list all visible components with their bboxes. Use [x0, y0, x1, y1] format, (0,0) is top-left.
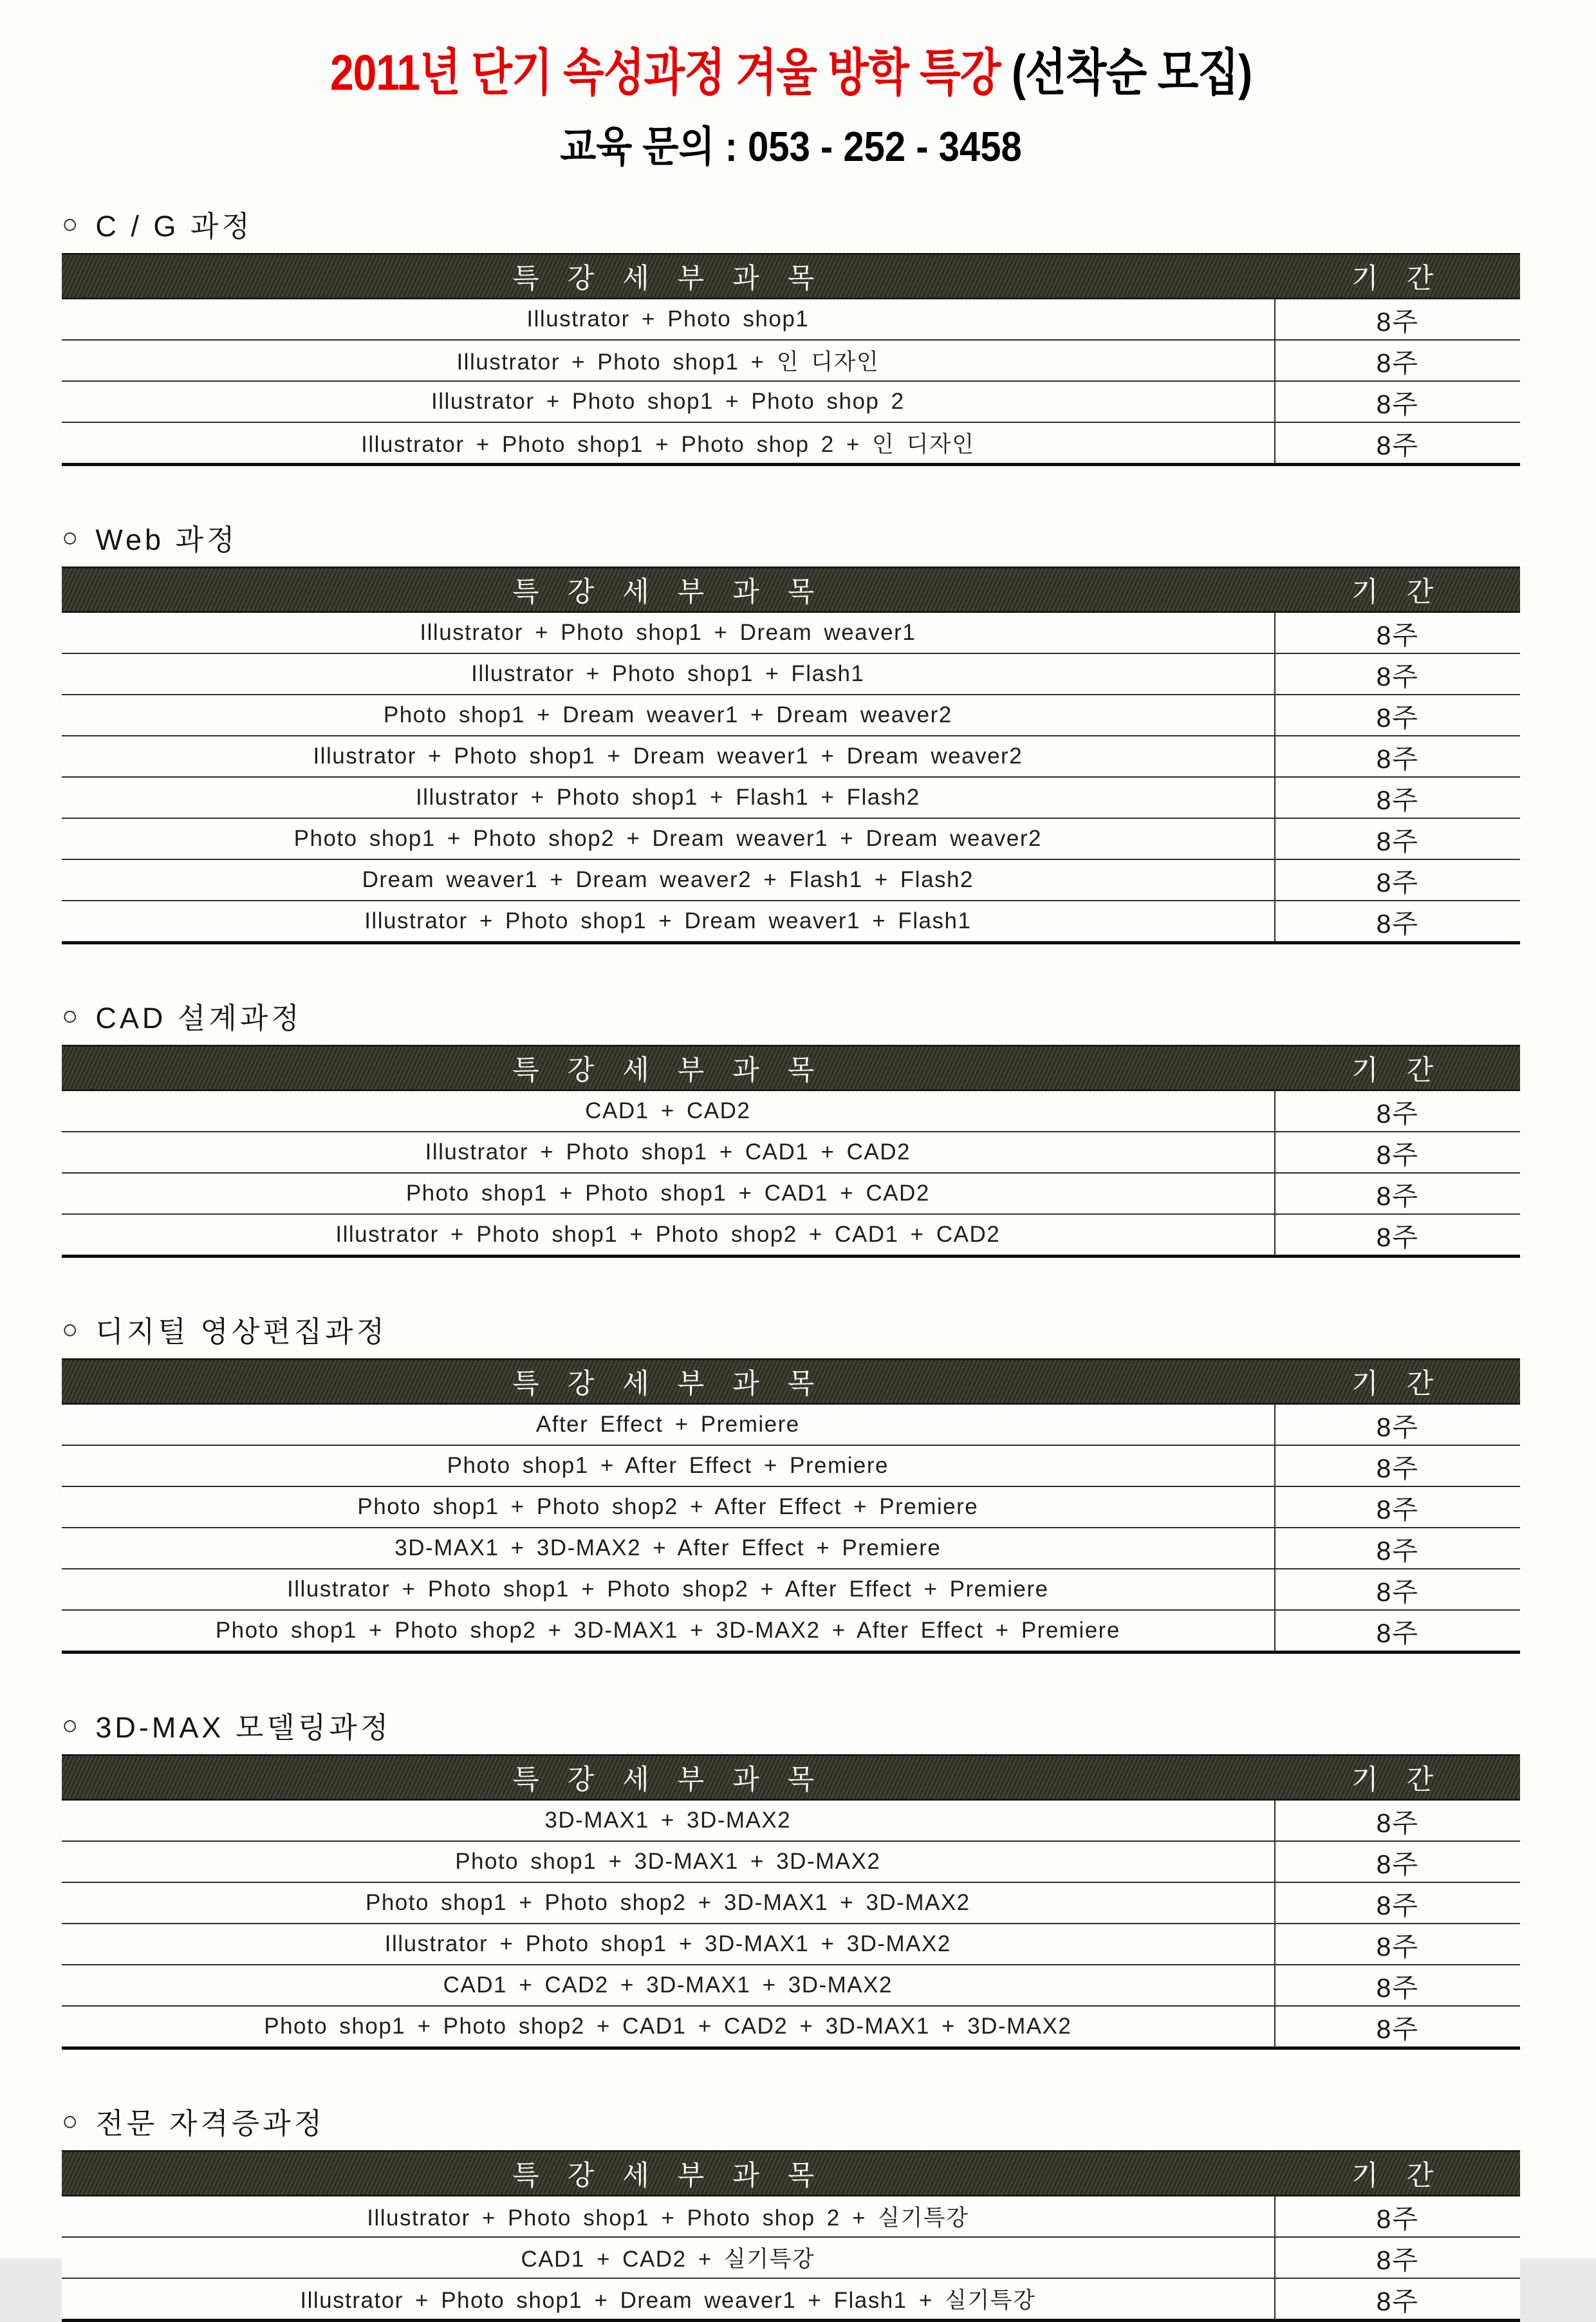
column-header-duration: 기 간	[1351, 2160, 1444, 2191]
subject-cell: 3D-MAX1 + 3D-MAX2 + After Effect + Premiere	[394, 1535, 942, 1560]
table-row	[62, 778, 1520, 819]
subject-cell: Illustrator + Photo shop1 + CAD1 + CAD2	[425, 1139, 911, 1165]
circle-bullet-icon: ○	[62, 1313, 82, 1344]
duration-cell: 8주	[1274, 1924, 1520, 1964]
circle-bullet-icon: ○	[62, 208, 82, 239]
duration-cell: 8주	[1274, 1487, 1520, 1527]
column-header-duration: 기 간	[1351, 1764, 1444, 1795]
section-heading	[62, 516, 1520, 558]
table-row	[62, 901, 1520, 941]
table-row	[62, 382, 1520, 423]
table-row	[62, 1528, 1520, 1569]
duration-cell: 8주	[1274, 1174, 1520, 1213]
table-row	[62, 654, 1520, 695]
subject-cell: Photo shop1 + After Effect + Premiere	[447, 1453, 889, 1478]
document-title	[62, 32, 1520, 104]
duration-cell: 8주	[1274, 1446, 1520, 1486]
subject-cell: Photo shop1 + Photo shop2 + After Effect + Premiere	[357, 1494, 979, 1519]
table-row	[62, 1965, 1520, 2007]
duration-cell: 8주	[1274, 860, 1520, 900]
section-title: C / G 과정	[95, 210, 253, 243]
circle-bullet-icon: ○	[62, 2105, 82, 2136]
table-row	[62, 423, 1520, 463]
duration-cell: 8주	[1274, 341, 1520, 380]
course-table	[62, 253, 1520, 466]
section-certificate	[62, 2100, 1520, 2322]
title-black-part: (선착순 모집)	[1011, 44, 1252, 101]
column-header-subject: 특 강 세 부 과 목	[512, 1764, 825, 1795]
duration-cell: 8주	[1274, 382, 1520, 422]
section-3dmax	[62, 1704, 1520, 2050]
duration-cell: 8주	[1274, 1611, 1520, 1651]
column-header-duration: 기 간	[1351, 1368, 1444, 1400]
section-title: 전문 자격증과정	[95, 2107, 326, 2140]
duration-cell: 8주	[1274, 1965, 1520, 2005]
duration-cell: 8주	[1274, 2007, 1520, 2046]
section-title: Web 과정	[95, 523, 238, 556]
table-row	[62, 613, 1520, 654]
table-row	[62, 1132, 1520, 1174]
subject-cell: Illustrator + Photo shop1 + Photo shop 2	[431, 389, 905, 414]
section-heading	[62, 995, 1520, 1036]
table-row	[62, 1091, 1520, 1132]
table-header-row	[62, 1754, 1520, 1801]
column-header-subject: 특 강 세 부 과 목	[512, 1368, 825, 1400]
circle-bullet-icon: ○	[62, 1000, 82, 1031]
section-title: 3D-MAX 모델링과정	[95, 1711, 392, 1744]
subject-cell: Photo shop1 + Photo shop2 + Dream weaver1 + Dream weaver2	[293, 826, 1042, 851]
duration-cell: 8주	[1274, 819, 1520, 859]
table-row	[62, 1174, 1520, 1215]
subject-cell: Photo shop1 + Photo shop2 + 3D-MAX1 + 3D-MAX2	[365, 1890, 970, 1915]
subject-cell: CAD1 + CAD2 + 실기특강	[521, 2247, 815, 2272]
subject-cell: Illustrator + Photo shop1 + Flash1 + Flash2	[415, 785, 920, 810]
course-table	[62, 1358, 1520, 1654]
duration-cell: 8주	[1274, 1528, 1520, 1568]
table-row	[62, 1569, 1520, 1611]
table-row	[62, 1883, 1520, 1924]
subject-cell: After Effect + Premiere	[535, 1412, 800, 1437]
column-header-subject: 특 강 세 부 과 목	[512, 2160, 825, 2191]
duration-cell: 8주	[1274, 2279, 1520, 2319]
table-row	[62, 1842, 1520, 1883]
subject-cell: Illustrator + Photo shop1 + 3D-MAX1 + 3D-MAX2	[384, 1931, 951, 1956]
table-row	[62, 1924, 1520, 1965]
subject-cell: Photo shop1 + Photo shop2 + CAD1 + CAD2 + 3D-MAX1 + 3D-MAX2	[264, 2014, 1072, 2039]
column-header-duration: 기 간	[1351, 576, 1444, 608]
title-red-part: 2011년 단기 속성과정 겨울 방학 특강	[329, 44, 1012, 101]
column-header-subject: 특 강 세 부 과 목	[512, 263, 825, 294]
duration-cell: 8주	[1274, 299, 1520, 339]
duration-cell: 8주	[1274, 1842, 1520, 1882]
section-title: 디지털 영상편집과정	[95, 1315, 388, 1348]
duration-cell: 8주	[1274, 1215, 1520, 1255]
table-row	[62, 299, 1520, 341]
course-table	[62, 2150, 1520, 2322]
duration-cell: 8주	[1274, 2196, 1520, 2236]
table-row	[62, 1487, 1520, 1528]
subject-cell: Illustrator + Photo shop1 + Flash1	[471, 661, 865, 686]
subject-cell: Illustrator + Photo shop1	[526, 306, 810, 332]
subject-cell: 3D-MAX1 + 3D-MAX2	[544, 1808, 792, 1833]
course-table	[62, 1754, 1520, 2050]
subject-cell: Illustrator + Photo shop1 + Photo shop2 + After Effect + Premiere	[287, 1577, 1049, 1602]
duration-cell: 8주	[1274, 736, 1520, 776]
table-row	[62, 2238, 1520, 2279]
table-header-row	[62, 566, 1520, 613]
section-cg	[62, 203, 1520, 466]
circle-bullet-icon: ○	[62, 1709, 82, 1740]
subject-cell: Illustrator + Photo shop1 + Photo shop 2 + 실기특강	[367, 2205, 969, 2231]
duration-cell: 8주	[1274, 1569, 1520, 1609]
column-header-duration: 기 간	[1351, 1054, 1444, 1086]
subject-cell: Photo shop1 + Dream weaver1 + Dream weaver2	[383, 702, 952, 727]
table-row	[62, 1405, 1520, 1446]
duration-cell: 8주	[1274, 423, 1520, 463]
subject-cell: Illustrator + Photo shop1 + Dream weaver1 + Flash1	[364, 908, 972, 933]
table-row	[62, 1801, 1520, 1842]
subject-cell: Photo shop1 + Photo shop2 + 3D-MAX1 + 3D-MAX2 + After Effect + Premiere	[215, 1618, 1120, 1643]
duration-cell: 8주	[1274, 1091, 1520, 1131]
table-row	[62, 341, 1520, 382]
section-heading	[62, 1704, 1520, 1746]
duration-cell: 8주	[1274, 695, 1520, 735]
table-row	[62, 1215, 1520, 1255]
subject-cell: Illustrator + Photo shop1 + Dream weaver1	[420, 620, 916, 645]
table-row	[62, 1611, 1520, 1651]
table-row	[62, 2196, 1520, 2238]
duration-cell: 8주	[1274, 613, 1520, 653]
duration-cell: 8주	[1274, 1801, 1520, 1840]
table-header-row	[62, 1045, 1520, 1091]
subject-cell: Illustrator + Photo shop1 + Dream weaver1 + Dream weaver2	[313, 744, 1023, 769]
subject-cell: Illustrator + Photo shop1 + Photo shop2 + CAD1 + CAD2	[335, 1222, 1001, 1247]
subject-cell: Photo shop1 + Photo shop1 + CAD1 + CAD2	[405, 1181, 930, 1206]
section-video-editing	[62, 1308, 1520, 1654]
section-web	[62, 516, 1520, 944]
table-header-row	[62, 1358, 1520, 1405]
column-header-subject: 특 강 세 부 과 목	[512, 1054, 825, 1086]
duration-cell: 8주	[1274, 2238, 1520, 2278]
table-row	[62, 2279, 1520, 2319]
duration-cell: 8주	[1274, 778, 1520, 818]
section-title: CAD 설계과정	[95, 1002, 302, 1035]
duration-cell: 8주	[1274, 1883, 1520, 1923]
subject-cell: Illustrator + Photo shop1 + Photo shop 2 + 인 디자인	[361, 432, 975, 457]
table-header-row	[62, 2150, 1520, 2196]
table-header-row	[62, 253, 1520, 299]
subject-cell: Illustrator + Photo shop1 + Dream weaver1 + Flash1 + 실기특강	[300, 2288, 1036, 2313]
section-heading	[62, 1308, 1520, 1350]
table-row	[62, 695, 1520, 736]
duration-cell: 8주	[1274, 654, 1520, 694]
contact-phone: 교육 문의 : 053 - 252 - 3458	[560, 123, 1022, 171]
table-row	[62, 860, 1520, 901]
subject-cell: Photo shop1 + 3D-MAX1 + 3D-MAX2	[455, 1849, 881, 1874]
column-header-subject: 특 강 세 부 과 목	[512, 576, 825, 608]
table-row	[62, 819, 1520, 860]
duration-cell: 8주	[1274, 901, 1520, 941]
course-table	[62, 1045, 1520, 1258]
subject-cell: Dream weaver1 + Dream weaver2 + Flash1 + Flash2	[362, 867, 974, 892]
course-table	[62, 566, 1520, 944]
subject-cell: Illustrator + Photo shop1 + 인 디자인	[456, 350, 880, 375]
table-row	[62, 2007, 1520, 2046]
table-row	[62, 736, 1520, 778]
section-heading	[62, 203, 1520, 245]
circle-bullet-icon: ○	[62, 521, 82, 552]
section-heading	[62, 2100, 1520, 2142]
duration-cell: 8주	[1274, 1405, 1520, 1445]
subject-cell: CAD1 + CAD2	[585, 1098, 751, 1123]
table-row	[62, 1446, 1520, 1487]
section-cad	[62, 995, 1520, 1258]
subject-cell: CAD1 + CAD2 + 3D-MAX1 + 3D-MAX2	[443, 1972, 893, 1998]
column-header-duration: 기 간	[1351, 263, 1444, 294]
duration-cell: 8주	[1274, 1132, 1520, 1172]
